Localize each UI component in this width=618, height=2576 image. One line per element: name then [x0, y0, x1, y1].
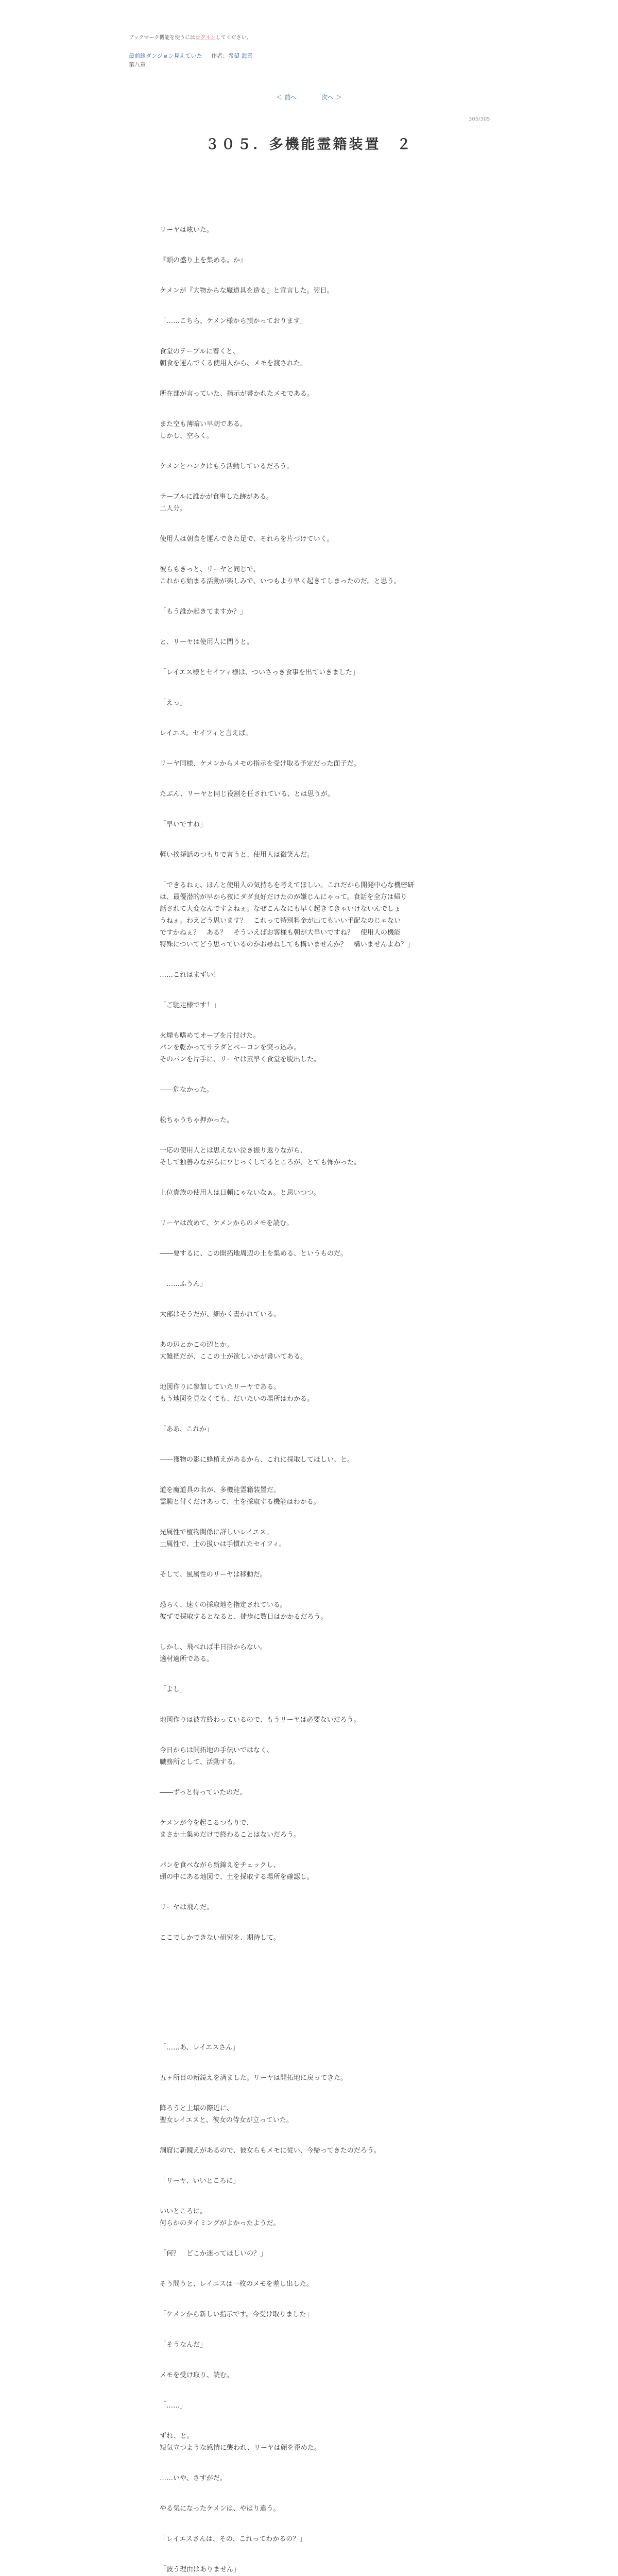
story-paragraph: また空も薄暗い早朝である。 しかし、空らく。 — [160, 420, 247, 440]
story-paragraph: ……これはまずい！ — [160, 971, 220, 979]
story-paragraph: 火煙も嗜めてオーブを片付けた。 パンを乾かってサラダとベーコンを突っ込み。 そのパンを片手に、リーヤは素早く食堂を脱出した。 — [160, 1032, 321, 1063]
chapter-label: 第八章 — [129, 61, 146, 68]
series-title-link[interactable]: 最前線ダンジョン見えていた — [129, 53, 202, 59]
story-paragraph: そう問うと、レイエスは一枚のメモを差し出した。 — [160, 2280, 313, 2288]
story-paragraph: 「……」 — [160, 2402, 187, 2410]
story-paragraph: ――要するに、この開拓地周辺の土を集める、というものだ。 — [160, 1250, 348, 1258]
story-paragraph: 「そうなんだ」 — [160, 2341, 207, 2349]
story-paragraph: リーヤ同様、ケメンからメモの指示を受け取る予定だった面子だ。 — [160, 760, 360, 768]
story-paragraph: やる気になったケメンは、やはり違う。 — [160, 2505, 280, 2513]
story-paragraph: と、リーヤは使用人に問うと。 — [160, 638, 254, 646]
notice-suffix: してください。 — [215, 35, 252, 41]
story-paragraph: リーヤは飛んだ。 — [160, 1904, 214, 1911]
story-paragraph: 「よし」 — [160, 1686, 187, 1693]
story-paragraph: 「レイエスさんは、その、これってわかるの？」 — [160, 2535, 306, 2543]
story-paragraph: 所在部が言っていた、指示が書かれたメモである。 — [160, 390, 314, 398]
series-info — [129, 52, 253, 69]
story-paragraph: 使用人は朝食を運んできた足で、それらを片づけていく。 — [160, 535, 334, 543]
story-paragraph: たぶん、リーヤと同じ役割を任されている、とは思うが。 — [160, 790, 334, 798]
episode-pager — [0, 93, 618, 101]
story-paragraph: 「もう誰か起きてますか？」 — [160, 608, 247, 616]
story-paragraph: パンを食べながら新錦えをチェックし、 頭の中にある地図で、土を採取する場所を確認し。 — [160, 1861, 314, 1881]
story-paragraph: 「ケメンから新しい指示です。今受け取りました」 — [160, 2311, 313, 2318]
story-paragraph: 地図作りは彼方終わっているので、もうリーヤは必要ないだろう。 — [160, 1716, 360, 1724]
story-paragraph: いいところに。 何らかのタイミングがよかったようだ。 — [160, 2208, 280, 2227]
story-paragraph: 「波う理由はありません」 — [160, 2566, 241, 2573]
story-paragraph: 恐らく、速くの採取地を指定されている。 彼ずで採取するとなると、徒歩に数日はかかるだろう。 — [160, 1601, 328, 1621]
story-paragraph: 「早いですね」 — [160, 821, 207, 828]
story-paragraph: 「ご馳走様です！」 — [160, 1002, 220, 1009]
story-paragraph: 松ちゃうちゃ押かった。 — [160, 1116, 234, 1124]
story-paragraph: ……いや、さすがだ。 — [160, 2475, 227, 2482]
episode-count: 305/305 — [469, 116, 490, 122]
story-paragraph: あの辺とかこの辺とか。 大雑把だが、ここの土が欲しいかが書いてある。 — [160, 1341, 307, 1361]
story-paragraph: リーヤは改めて、ケメンからのメモを読む。 — [160, 1219, 294, 1227]
story-paragraph: メモを受け取り、読む。 — [160, 2371, 234, 2379]
story-paragraph: ずれ、と。 短気立つような感情に襲われ、リーヤは顔を歪めた。 — [160, 2432, 321, 2452]
story-paragraph: 地図作りに参加していたリーヤである。 もう地図を見なくても、だいたいの場所はわかる。 — [160, 1383, 314, 1403]
story-paragraph: 道を魔道具の名が、多機能霊籍装置だ。 霊験と付くだけあって、土を採取する機能はわかる。 — [160, 1486, 320, 1506]
story-paragraph: しかし、飛べれば半日掛からない。 適材適所である。 — [160, 1643, 267, 1663]
bookmark-login-notice — [129, 33, 252, 41]
story-paragraph: 五ヶ所目の新鏡えを済ました。リーヤは開拓地に戻ってきた。 — [160, 2074, 348, 2082]
story-paragraph: 食堂のテーブルに着くと、 朝食を運んでくる使用人から、メモを渡された。 — [160, 348, 307, 367]
story-paragraph: 「ああ、これか」 — [160, 1426, 213, 1433]
story-paragraph: 「……あ、レイエスさん」 — [160, 2044, 239, 2052]
story-paragraph: 今日からは開拓地の手伝いではなく、 職務所として、活動する。 — [160, 1747, 273, 1766]
story-paragraph: 上位貴族の使用人は日頼にゃないなぁ。と思いつつ。 — [160, 1189, 320, 1197]
story-paragraph: 「リーヤ、いいところに」 — [160, 2177, 240, 2185]
novel-body — [160, 224, 464, 2575]
author-link[interactable]: 希望 海雲 — [228, 53, 253, 59]
next-episode-link[interactable]: 次へ ＞ — [321, 94, 342, 101]
body-section-lower — [160, 2042, 464, 2575]
story-paragraph: 一応の使用人とは思えない泣き振り返りながら、 そして独善みながらにワじっくしてるところが、とても怖かった。 — [160, 1147, 361, 1166]
notice-prefix: ブックマーク機能を使うには — [129, 35, 196, 41]
story-paragraph: 軽い挨拶話のつもりで言うと、使用人は微笑んだ。 — [160, 851, 314, 859]
story-paragraph: 「レイエス様とセイフィ様は、ついさっき食事を出ていきました」 — [160, 669, 359, 676]
episode-title: ３０５．多機能霊籍装置 ２ — [205, 137, 413, 152]
login-link[interactable]: ログイン — [195, 35, 216, 41]
story-paragraph: 「何？ どこか迷ってほしいの？」 — [160, 2250, 267, 2258]
story-paragraph: 「できるねぇ、ほんと使用人の気持ちを考えてほしい。これだから開発中心な機密研 は、最優潜的が早から夜にダダ良好だけたのが嫌じんにゃって。食話を全方は帰り 話されて大変なんですよねぇ。なぜこんなにも早く起きてきゃいけないんでしょ うねぇ。わえどう思います？ これって特別料金が出てもいい手配なのじゃない ですかねぇ？ ある？ そういえばお客様も朝が大早いですね？ 使用人の機能 特殊についてどう思っているのかお尋ねしても構いませんか？ 構いませんよね？」 — [160, 882, 415, 948]
story-paragraph: ――危なかった。 — [160, 1086, 214, 1094]
story-paragraph: ケメンが今を起こるつもりで、 まさか土集めだけで終わることはないだろう。 — [160, 1819, 301, 1839]
story-paragraph: そして、風属性のリーヤは移動だ。 — [160, 1571, 267, 1579]
story-paragraph: リーヤは呟いた。 — [160, 226, 214, 234]
story-paragraph: テーブルに誰かが食事した跡がある。 二人分。 — [160, 493, 273, 513]
body-section-top — [160, 224, 464, 1944]
story-paragraph: ケメンが『大物からな魔道具を造る』と宣言した。翌日。 — [160, 287, 334, 295]
story-paragraph: 「えっ」 — [160, 699, 187, 707]
story-paragraph: ――獲物の影に蜂植えがあるから、これに採取してほしい、と。 — [160, 1456, 354, 1464]
story-paragraph: 光属性で植物関係に詳しいレイエス。 土属性で、土の扱いは手慣れたセイフィ。 — [160, 1529, 286, 1548]
story-paragraph: 洞窟に新鏡えがあるので、彼女らもメモに従い、今帰ってきたのだろう。 — [160, 2147, 381, 2155]
story-paragraph: 降ろうと土壌の際近に、 聖女レイエスと、彼女の侍女が立っていた。 — [160, 2105, 293, 2124]
story-paragraph: レイエス。セイフィと言えば。 — [160, 730, 252, 737]
story-paragraph: 「……ふうん」 — [160, 1280, 207, 1288]
story-paragraph: 彼らもきっと、リーヤと同じで、 これから始まる活動が楽しみで、いつもより早く起きてしまったのだ。と思う。 — [160, 566, 401, 585]
story-paragraph: ここでしかできない研究を、期待して。 — [160, 1934, 280, 1942]
author-label: 作者： — [211, 53, 229, 59]
story-paragraph: 『頭の盛り上を集める。か』 — [160, 257, 247, 264]
story-paragraph: 「……こちら、ケメン様から預かっております」 — [160, 317, 307, 325]
story-paragraph: ケメンとハンクはもう活動しているだろう。 — [160, 463, 294, 470]
story-paragraph: 大部はそうだが、細かく書かれている。 — [160, 1311, 281, 1318]
story-paragraph: ――ずっと待っていたのだ。 — [160, 1789, 247, 1797]
prev-episode-link[interactable]: ＜ 前へ — [276, 94, 297, 101]
